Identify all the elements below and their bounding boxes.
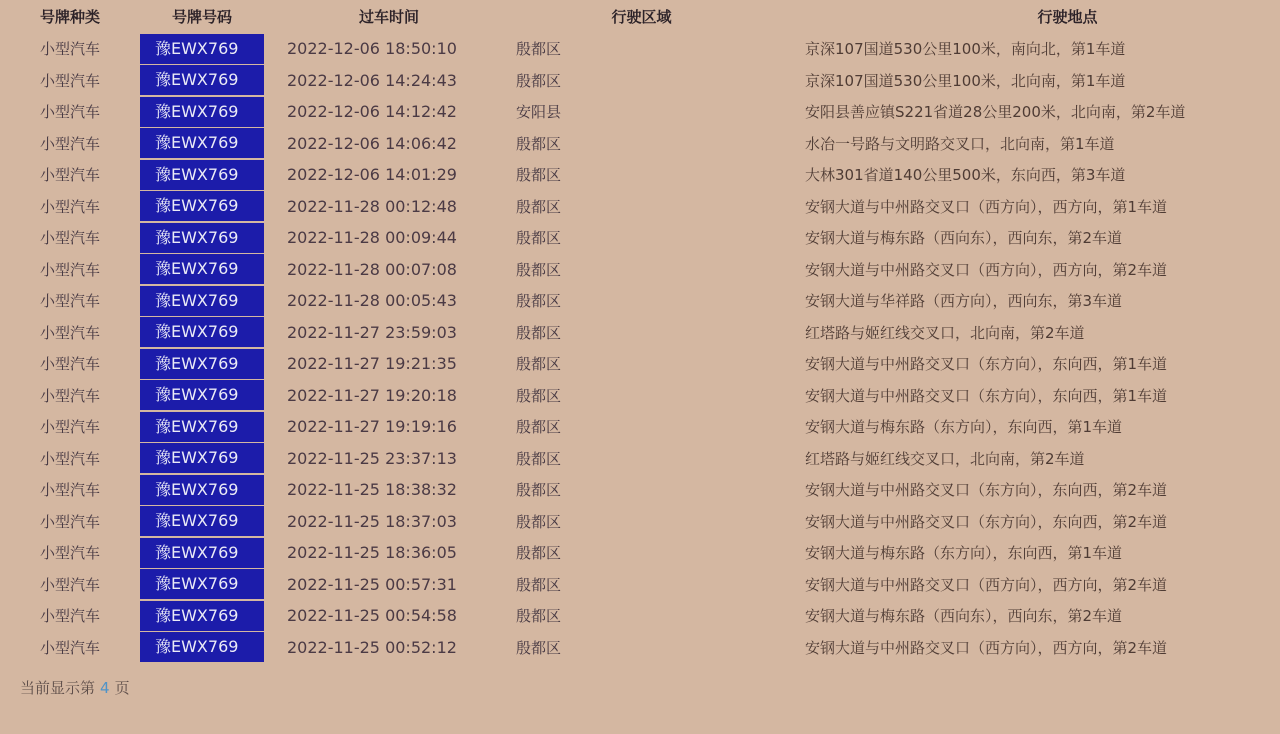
plate-type-cell: 小型汽车	[39, 197, 100, 216]
pagination-prefix-label: 当前显示第	[20, 679, 96, 697]
location-cell: 安钢大道与华祥路（西方向），西向东，第3车道	[805, 292, 1123, 311]
plate-number-cell[interactable]: 豫EWX769	[140, 286, 264, 316]
pass-time-cell: 2022-12-06 14:01:29	[287, 165, 457, 185]
pass-time-cell: 2022-11-27 19:20:18	[287, 385, 457, 405]
column-header-plate-type: 号牌种类	[39, 8, 100, 26]
table-row	[0, 443, 1280, 475]
plate-type-cell: 小型汽车	[39, 292, 100, 311]
plate-number-cell[interactable]: 豫EWX769	[140, 601, 264, 631]
plate-number-cell[interactable]: 豫EWX769	[140, 128, 264, 158]
region-cell: 殷都区	[516, 449, 562, 468]
location-cell: 安钢大道与梅东路（西向东），西向东，第2车道	[805, 607, 1123, 626]
location-cell: 安钢大道与中州路交叉口（西方向），西方向，第2车道	[805, 638, 1168, 657]
plate-number-cell[interactable]: 豫EWX769	[140, 223, 264, 253]
pass-time-cell: 2022-11-28 00:12:48	[287, 196, 457, 216]
plate-type-cell: 小型汽车	[39, 544, 100, 563]
plate-number-cell[interactable]: 豫EWX769	[140, 349, 264, 379]
region-cell: 殷都区	[516, 481, 562, 500]
pass-time-cell: 2022-11-27 19:21:35	[287, 354, 457, 374]
region-cell: 殷都区	[516, 386, 562, 405]
location-cell: 安钢大道与中州路交叉口（东方向），东向西，第1车道	[805, 355, 1168, 374]
table-row	[0, 222, 1280, 254]
plate-type-cell: 小型汽车	[39, 607, 100, 626]
region-cell: 殷都区	[516, 260, 562, 279]
pass-time-cell: 2022-11-25 00:57:31	[287, 574, 457, 594]
region-cell: 殷都区	[516, 323, 562, 342]
table-row	[0, 632, 1280, 664]
region-cell: 殷都区	[516, 292, 562, 311]
plate-type-cell: 小型汽车	[39, 103, 100, 122]
pass-time-cell: 2022-11-28 00:07:08	[287, 259, 457, 279]
region-cell: 殷都区	[516, 40, 562, 59]
region-cell: 殷都区	[516, 575, 562, 594]
pass-time-cell: 2022-11-25 23:37:13	[287, 448, 457, 468]
region-cell: 殷都区	[516, 607, 562, 626]
pass-time-cell: 2022-12-06 14:24:43	[287, 70, 457, 90]
pass-time-cell: 2022-11-25 18:37:03	[287, 511, 457, 531]
plate-type-cell: 小型汽车	[39, 638, 100, 657]
location-cell: 水冶一号路与文明路交叉口，北向南，第1车道	[805, 134, 1115, 153]
location-cell: 安钢大道与中州路交叉口（西方向），西方向，第1车道	[805, 197, 1168, 216]
table-row	[0, 474, 1280, 506]
pagination-suffix-label: 页	[114, 679, 130, 697]
location-cell: 红塔路与姬红线交叉口，北向南，第2车道	[805, 323, 1085, 342]
plate-number-cell[interactable]: 豫EWX769	[140, 191, 264, 221]
column-header-region: 行驶区域	[611, 8, 672, 26]
plate-type-cell: 小型汽车	[39, 40, 100, 59]
region-cell: 殷都区	[516, 134, 562, 153]
plate-type-cell: 小型汽车	[39, 481, 100, 500]
pagination-status	[0, 677, 1280, 698]
table-row	[0, 506, 1280, 538]
pass-time-cell: 2022-11-25 00:54:58	[287, 606, 457, 626]
plate-type-cell: 小型汽车	[39, 71, 100, 90]
pass-time-cell: 2022-11-25 18:36:05	[287, 543, 457, 563]
plate-number-cell[interactable]: 豫EWX769	[140, 65, 264, 95]
plate-type-cell: 小型汽车	[39, 323, 100, 342]
table-row	[0, 159, 1280, 191]
column-header-plate-number: 号牌号码	[171, 8, 232, 26]
pass-time-cell: 2022-11-25 18:38:32	[287, 480, 457, 500]
plate-type-cell: 小型汽车	[39, 512, 100, 531]
plate-number-cell[interactable]: 豫EWX769	[140, 317, 264, 347]
location-cell: 安钢大道与中州路交叉口（东方向），东向西，第2车道	[805, 481, 1168, 500]
table-row	[0, 128, 1280, 160]
pass-time-cell: 2022-11-28 00:05:43	[287, 291, 457, 311]
table-row	[0, 411, 1280, 443]
current-page-number: 4	[100, 679, 110, 697]
pass-time-cell: 2022-11-25 00:52:12	[287, 637, 457, 657]
plate-type-cell: 小型汽车	[39, 355, 100, 374]
table-row	[0, 33, 1280, 65]
location-cell: 安钢大道与梅东路（东方向），东向西，第1车道	[805, 544, 1123, 563]
location-cell: 安钢大道与中州路交叉口（东方向），东向西，第1车道	[805, 386, 1168, 405]
plate-number-cell[interactable]: 豫EWX769	[140, 412, 264, 442]
pass-time-cell: 2022-11-27 19:19:16	[287, 417, 457, 437]
location-cell: 安钢大道与梅东路（西向东），西向东，第2车道	[805, 229, 1123, 248]
location-cell: 安阳县善应镇S221省道28公里200米，北向南，第2车道	[805, 103, 1186, 122]
table-row	[0, 600, 1280, 632]
region-cell: 殷都区	[516, 512, 562, 531]
location-cell: 红塔路与姬红线交叉口，北向南，第2车道	[805, 449, 1085, 468]
table-row	[0, 380, 1280, 412]
plate-type-cell: 小型汽车	[39, 260, 100, 279]
location-cell: 安钢大道与中州路交叉口（西方向），西方向，第2车道	[805, 575, 1168, 594]
location-cell: 京深107国道530公里100米，南向北，第1车道	[805, 40, 1126, 59]
table-row	[0, 348, 1280, 380]
plate-type-cell: 小型汽车	[39, 575, 100, 594]
plate-type-cell: 小型汽车	[39, 134, 100, 153]
region-cell: 殷都区	[516, 418, 562, 437]
pass-time-cell: 2022-11-27 23:59:03	[287, 322, 457, 342]
table-row	[0, 191, 1280, 223]
plate-type-cell: 小型汽车	[39, 449, 100, 468]
table-header	[0, 0, 1280, 33]
region-cell: 安阳县	[516, 103, 562, 122]
table-body	[0, 33, 1280, 663]
plate-number-cell[interactable]: 豫EWX769	[140, 475, 264, 505]
region-cell: 殷都区	[516, 638, 562, 657]
region-cell: 殷都区	[516, 166, 562, 185]
plate-number-cell[interactable]: 豫EWX769	[140, 254, 264, 284]
plate-number-cell[interactable]: 豫EWX769	[140, 569, 264, 599]
location-cell: 安钢大道与中州路交叉口（西方向），西方向，第2车道	[805, 260, 1168, 279]
plate-number-cell[interactable]: 豫EWX769	[140, 97, 264, 127]
location-cell: 大林301省道140公里500米，东向西，第3车道	[805, 166, 1126, 185]
table-row	[0, 285, 1280, 317]
plate-number-cell[interactable]: 豫EWX769	[140, 506, 264, 536]
table-row	[0, 537, 1280, 569]
plate-type-cell: 小型汽车	[39, 386, 100, 405]
plate-number-cell[interactable]: 豫EWX769	[140, 443, 264, 473]
plate-number-cell[interactable]: 豫EWX769	[140, 380, 264, 410]
plate-number-cell[interactable]: 豫EWX769	[140, 538, 264, 568]
region-cell: 殷都区	[516, 229, 562, 248]
table-row	[0, 317, 1280, 349]
plate-number-cell[interactable]: 豫EWX769	[140, 34, 264, 64]
plate-type-cell: 小型汽车	[39, 166, 100, 185]
pass-time-cell: 2022-11-28 00:09:44	[287, 228, 457, 248]
pass-time-cell: 2022-12-06 18:50:10	[287, 39, 457, 59]
location-cell: 京深107国道530公里100米，北向南，第1车道	[805, 71, 1126, 90]
region-cell: 殷都区	[516, 355, 562, 374]
plate-type-cell: 小型汽车	[39, 418, 100, 437]
column-header-pass-time: 过车时间	[358, 8, 419, 26]
column-header-location: 行驶地点	[1037, 8, 1098, 26]
location-cell: 安钢大道与梅东路（东方向），东向西，第1车道	[805, 418, 1123, 437]
table-row	[0, 65, 1280, 97]
plate-number-cell[interactable]: 豫EWX769	[140, 160, 264, 190]
location-cell: 安钢大道与中州路交叉口（东方向），东向西，第2车道	[805, 512, 1168, 531]
table-row	[0, 254, 1280, 286]
plate-number-cell[interactable]: 豫EWX769	[140, 632, 264, 662]
table-row	[0, 96, 1280, 128]
pass-time-cell: 2022-12-06 14:12:42	[287, 102, 457, 122]
region-cell: 殷都区	[516, 71, 562, 90]
pass-time-cell: 2022-12-06 14:06:42	[287, 133, 457, 153]
region-cell: 殷都区	[516, 544, 562, 563]
region-cell: 殷都区	[516, 197, 562, 216]
table-row	[0, 569, 1280, 601]
plate-type-cell: 小型汽车	[39, 229, 100, 248]
